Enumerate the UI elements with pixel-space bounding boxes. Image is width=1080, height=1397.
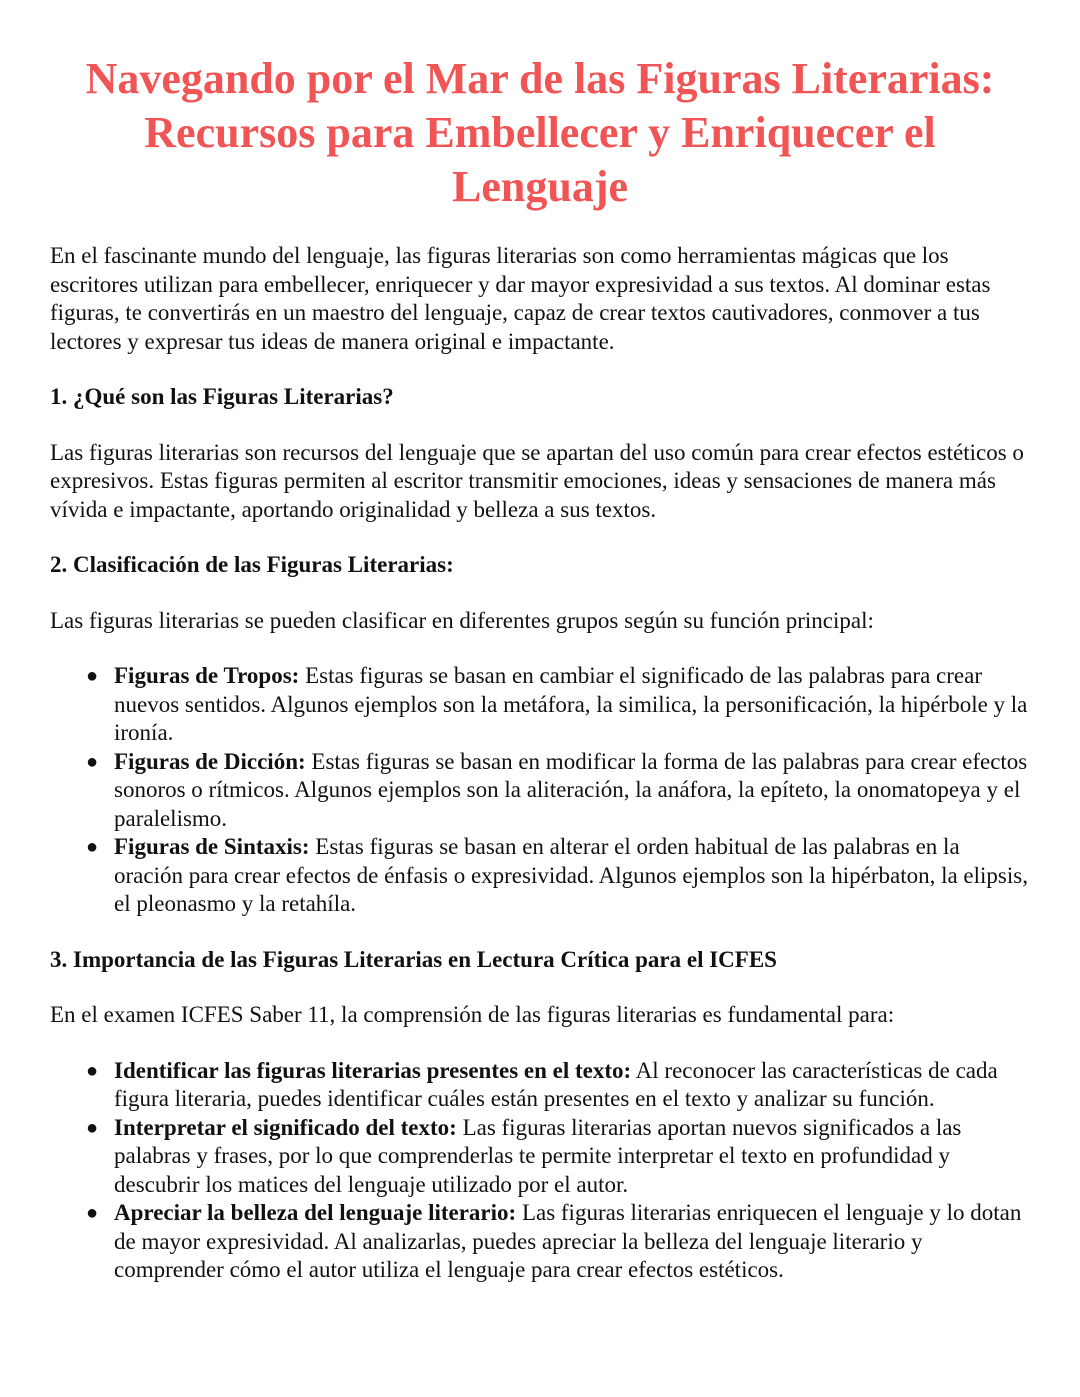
bullet-icon: ●	[86, 1059, 99, 1082]
list-item	[86, 1114, 1030, 1200]
section-1-paragraph: Las figuras literarias son recursos del lenguaje que se apartan del uso común para crear efectos estéticos o expresivos. Estas figuras permiten al escritor transmitir emociones, ideas y sensaciones de manera más vívida e impactante, aportando originalidad y belleza a sus textos.	[50, 439, 1024, 522]
section-heading-1: 1. ¿Qué son las Figuras Literarias?	[50, 384, 394, 409]
bullet-icon: ●	[86, 1202, 99, 1224]
section-heading-3: 3. Importancia de las Figuras Literarias en Lectura Crítica para el ICFES	[50, 946, 777, 972]
list-item-term: Figuras de Dicción:	[114, 748, 306, 774]
list-item	[86, 662, 1030, 748]
list-item-term: Apreciar la belleza del lenguaje literario:	[114, 1200, 517, 1225]
list-item-desc: Estas figuras se basan en alterar el orden habitual de las palabras en la oración para crear efectos de énfasis o expresividad. Algunos ejemplos son la hipérbaton, la elipsis, el pleonasmo y la retahíla.	[114, 834, 1028, 916]
bullet-icon: ●	[86, 836, 99, 858]
bullet-icon: ●	[86, 750, 99, 773]
list-item-desc: Estas figuras se basan en modificar la forma de las palabras para crear efectos sonoros o rítmicos. Algunos ejemplos son la aliteración, la anáfora, la epíteto, la onomatopeya y el paralelismo.	[114, 748, 1028, 831]
page-title: Navegando por el Mar de las Figuras Literarias: Recursos para Embellecer y Enriquecer el Lenguaje	[85, 54, 995, 211]
classification-list	[50, 662, 1030, 919]
list-item	[86, 1057, 1030, 1114]
intro-paragraph: En el fascinante mundo del lenguaje, las figuras literarias son como herramientas mágicas que los escritores utilizan para embellecer, enriquecer y dar mayor expresividad a sus textos. Al dominar estas figuras, te convertirás en un maestro del lenguaje, capaz de crear textos cautivadores, conmover a tus lectores y expresar tus ideas de manera original e impactante.	[50, 243, 991, 354]
list-item-term: Interpretar el significado del texto:	[114, 1114, 457, 1140]
list-item-desc: Estas figuras se basan en cambiar el significado de las palabras para crear nuevos sentidos. Algunos ejemplos son la metáfora, la similica, la personificación, la hipérbole y la ironía.	[114, 663, 1028, 745]
list-item	[86, 1199, 1030, 1285]
section-heading-2: 2. Clasificación de las Figuras Literarias:	[50, 552, 454, 577]
list-item-desc: Las figuras literarias enriquecen el lenguaje y lo dotan de mayor expresividad. Al analizarlas, puedes apreciar la belleza del lenguaje literario y comprender cómo el autor utiliza el lenguaje para crear efectos estéticos.	[114, 1200, 1022, 1282]
list-item-term: Figuras de Tropos:	[114, 663, 300, 688]
list-item-desc: Al reconocer las características de cada figura literaria, puedes identificar cuáles están presentes en el texto y analizar su función.	[114, 1057, 998, 1111]
bullet-icon: ●	[86, 1116, 99, 1139]
list-item-desc: Las figuras literarias aportan nuevos significados a las palabras y frases, por lo que comprenderlas te permite interpretar el texto en profundidad y descubrir los matices del lenguaje utilizado por el autor.	[114, 1114, 962, 1197]
importance-list	[50, 1057, 1030, 1285]
section-3-paragraph: En el examen ICFES Saber 11, la comprensión de las figuras literarias es fundamental para:	[50, 1002, 895, 1027]
list-item	[86, 748, 1030, 834]
list-item-term: Figuras de Sintaxis:	[114, 834, 310, 859]
list-item	[86, 833, 1030, 919]
section-2-paragraph: Las figuras literarias se pueden clasificar en diferentes grupos según su función principal:	[50, 607, 874, 633]
list-item-term: Identificar las figuras literarias presentes en el texto:	[114, 1057, 632, 1083]
bullet-icon: ●	[86, 665, 99, 687]
